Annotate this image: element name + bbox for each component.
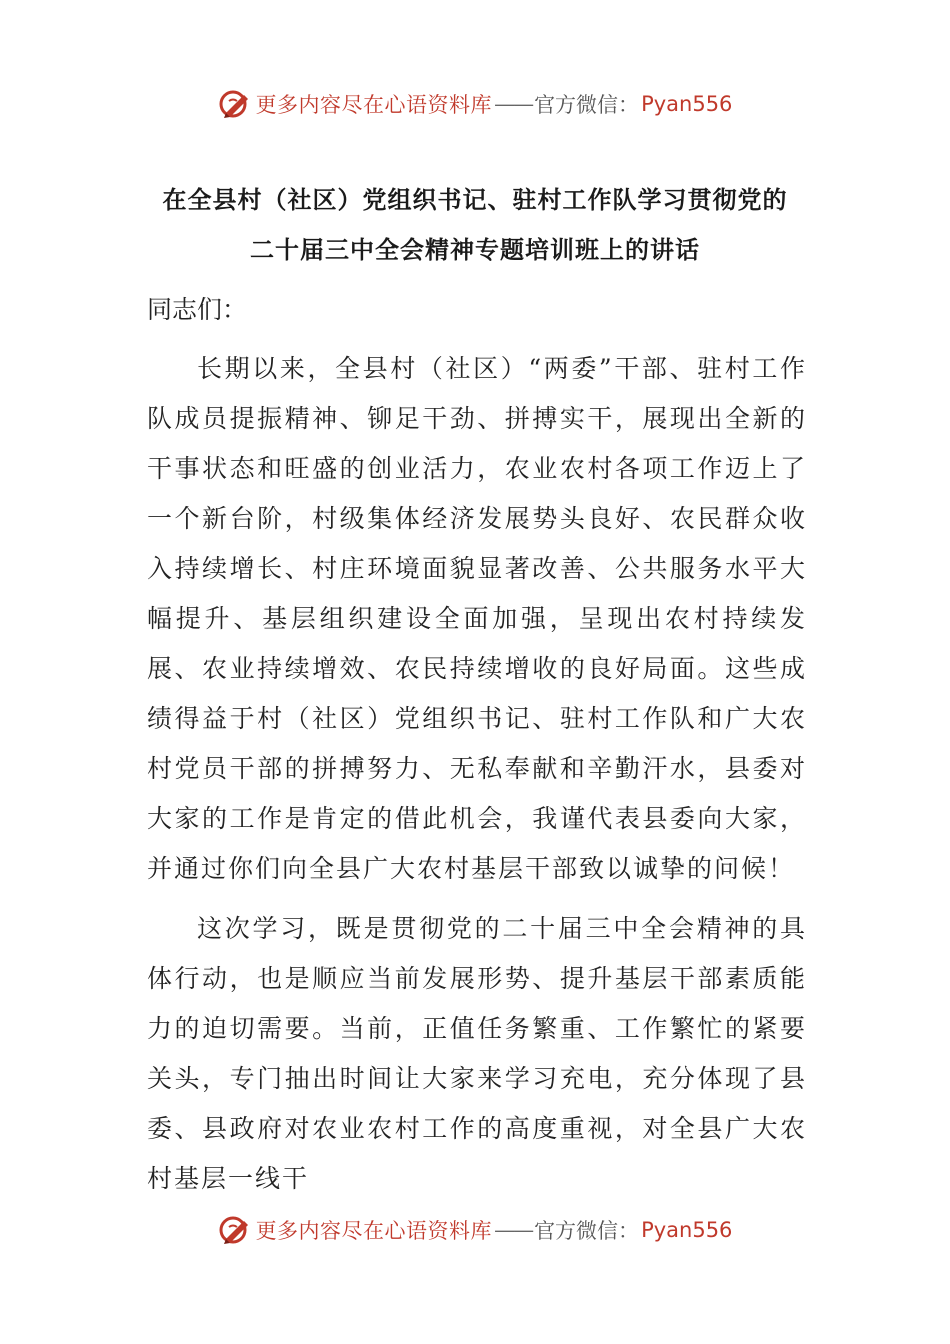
salutation: 同志们： bbox=[147, 295, 248, 324]
banner-wechat-label: 官方微信： bbox=[534, 1219, 640, 1243]
header-banner bbox=[0, 84, 950, 124]
document-title-line2: 二十届三中全会精神专题培训班上的讲话 bbox=[250, 236, 700, 264]
banner-wechat-id: Pyan556 bbox=[641, 92, 733, 116]
banner-wechat-id: Pyan556 bbox=[641, 1218, 733, 1242]
banner-wechat-label: 官方微信： bbox=[534, 93, 640, 117]
footer-banner bbox=[0, 1210, 950, 1250]
body-paragraph-2: 这次学习，既是贯彻党的二十届三中全会精神的具体行动，也是顺应当前发展形势、提升基层干部素质能力的迫切需要。当前，正值任务繁重、工作繁忙的紧要关头，专门抽出时间让大家来学习充电，充分体现了县委、县政府对农业农村工作的高度重视，对全县广大农村基层一线干 bbox=[147, 914, 807, 1193]
pen-circle-logo-icon bbox=[218, 87, 252, 121]
banner-dash: —— bbox=[494, 1218, 533, 1242]
banner-library-text: 更多内容尽在心语资料库 bbox=[255, 1219, 493, 1243]
document-title-line1: 在全县村（社区）党组织书记、驻村工作队学习贯彻党的 bbox=[162, 186, 788, 214]
pen-circle-logo-icon bbox=[218, 1213, 252, 1247]
body-paragraph-1: 长期以来，全县村（社区）“两委”干部、驻村工作队成员提振精神、铆足干劲、拼搏实干，展现出全新的干事状态和旺盛的创业活力，农业农村各项工作迈上了一个新台阶，村级集体经济发展势头良好、农民群众收入持续增长、村庄环境面貌显著改善、公共服务水平大幅提升、基层组织建设全面加强，呈现出农村持续发展、农业持续增效、农民持续增收的良好局面。这些成绩得益于村（社区）党组织书记、驻村工作队和广大农村党员干部的拼搏努力、无私奉献和辛勤汗水，县委对大家的工作是肯定的借此机会，我谨代表县委向大家，并通过你们向全县广大农村基层干部致以诚挚的问候！ bbox=[147, 354, 807, 883]
banner-library-text: 更多内容尽在心语资料库 bbox=[255, 93, 493, 117]
banner-dash: —— bbox=[494, 92, 533, 116]
